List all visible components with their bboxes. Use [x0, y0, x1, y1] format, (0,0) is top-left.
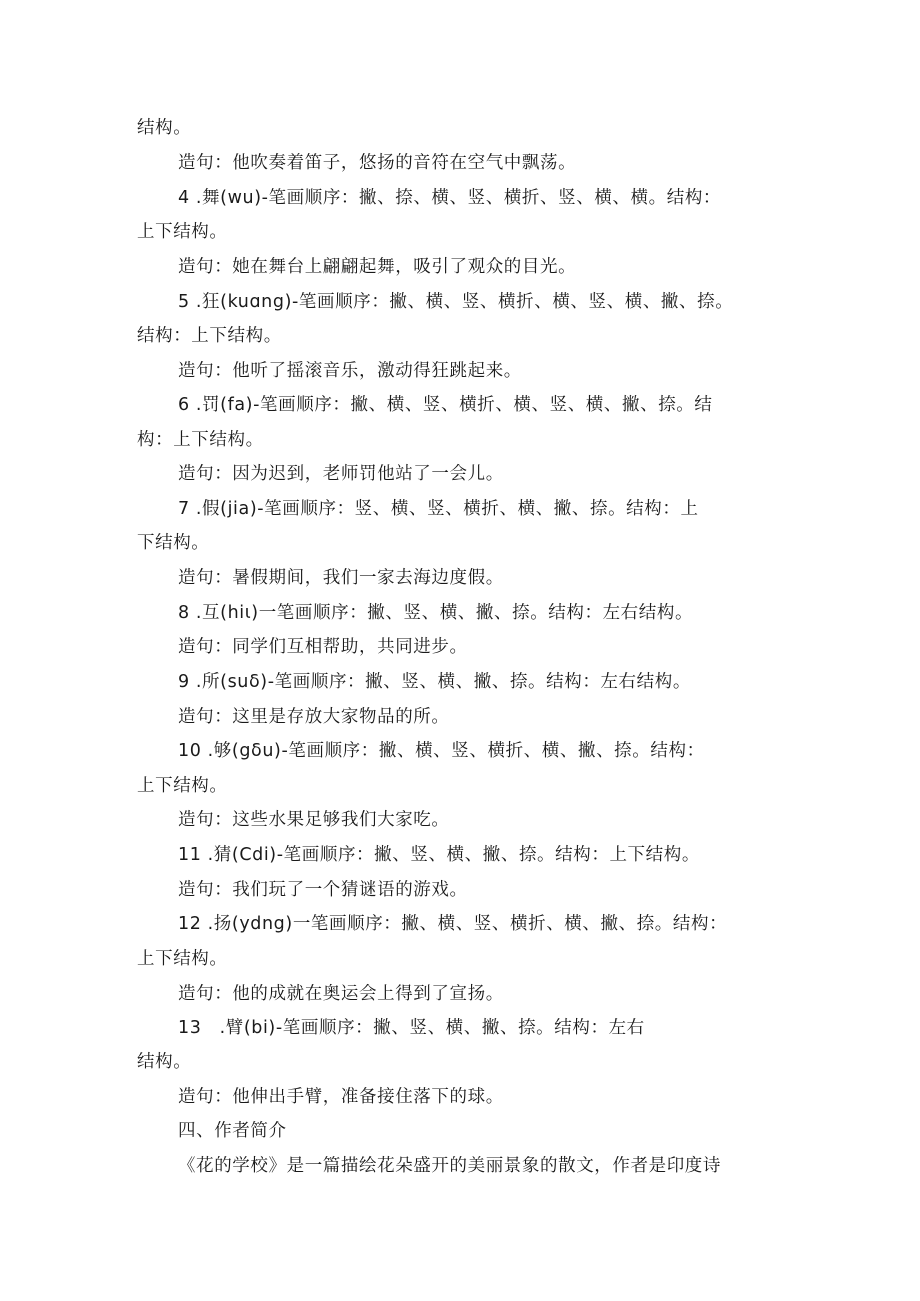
- character-entry: 13 .臂(bi)-笔画顺序：撇、竖、横、撇、捺。结构：左右: [178, 1018, 645, 1038]
- character-entry: 8 .互(hiι)一笔画顺序：撇、竖、横、撇、捺。结构：左右结构。: [178, 603, 694, 623]
- text-line: 构：上下结构。: [137, 430, 264, 450]
- example-sentence: 造句：我们玩了一个猜谜语的游戏。: [178, 880, 468, 900]
- example-sentence: 造句：因为迟到，老师罚他站了一会儿。: [178, 464, 504, 484]
- example-sentence: 造句：他的成就在奥运会上得到了宣扬。: [178, 984, 504, 1004]
- section-heading: 四、作者简介: [178, 1121, 287, 1141]
- character-entry: 11 .猜(Cdi)-笔画顺序：撇、竖、横、撇、捺。结构：上下结构。: [178, 845, 700, 865]
- text-line: 结构。: [137, 118, 192, 138]
- example-sentence: 造句：这些水果足够我们大家吃。: [178, 810, 450, 830]
- text-line: 结构：上下结构。: [137, 326, 282, 346]
- example-sentence: 造句：这里是存放大家物品的所。: [178, 707, 450, 727]
- paragraph-line: 《花的学校》是一篇描绘花朵盛开的美丽景象的散文，作者是印度诗: [178, 1156, 721, 1176]
- character-entry: 9 .所(suδ)-笔画顺序：撇、竖、横、撇、捺。结构：左右结构。: [178, 672, 691, 692]
- text-line: 下结构。: [137, 533, 210, 553]
- character-entry: 6 .罚(fa)-笔画顺序：撇、横、竖、横折、横、竖、横、撇、捺。结: [178, 395, 713, 415]
- character-entry: 5 .狂(kuɑng)-笔画顺序：撇、横、竖、横折、横、竖、横、撇、捺。: [178, 292, 734, 312]
- text-line: 结构。: [137, 1052, 192, 1072]
- example-sentence: 造句：他伸出手臂，准备接住落下的球。: [178, 1087, 504, 1107]
- character-entry: 4 .舞(wu)-笔画顺序：撇、捺、横、竖、横折、竖、横、横。结构：: [178, 188, 722, 208]
- example-sentence: 造句：同学们互相帮助，共同进步。: [178, 637, 468, 657]
- character-entry: 12 .扬(ydng)一笔画顺序：撇、横、竖、横折、横、撇、捺。结构：: [178, 914, 728, 934]
- text-line: 上下结构。: [137, 949, 228, 969]
- character-entry: 10 .够(gδu)-笔画顺序：撇、横、竖、横折、横、撇、捺。结构：: [178, 741, 705, 761]
- character-entry: 7 .假(jia)-笔画顺序：竖、横、竖、横折、横、撇、捺。结构：上: [178, 499, 699, 519]
- example-sentence: 造句：他吹奏着笛子，悠扬的音符在空气中飘荡。: [178, 153, 577, 173]
- example-sentence: 造句：她在舞台上翩翩起舞，吸引了观众的目光。: [178, 257, 577, 277]
- text-line: 上下结构。: [137, 776, 228, 796]
- example-sentence: 造句：他听了摇滚音乐，激动得狂跳起来。: [178, 361, 522, 381]
- example-sentence: 造句：暑假期间，我们一家去海边度假。: [178, 568, 504, 588]
- text-line: 上下结构。: [137, 222, 228, 242]
